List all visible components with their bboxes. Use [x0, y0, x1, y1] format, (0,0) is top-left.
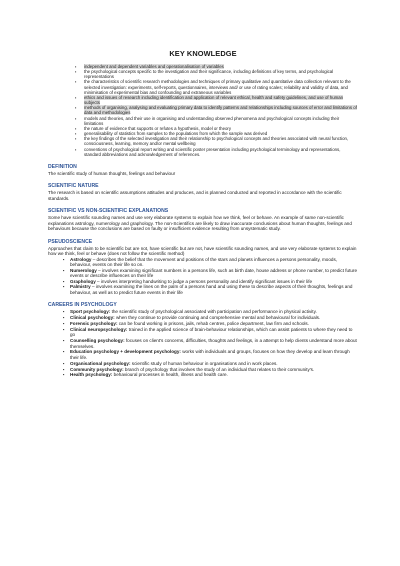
list-item: ▪ Clinical neuropsychology: trained in the applied science of brain-behaviour relationships, which can assist patients to where they need to go	[70, 327, 358, 338]
sci-vs-non-text: Some have scientific sounding names and use very elaborate systems to explain how we think, feel or behave. An example of same non-scientific explanations astrology, numerology and graphology. The non-Scientifics are likely to draw inaccurate conclusions about human thoughts, feelings and behaviours because the conclusions are based on faulty or insufficient evidence resulting from unsystematic study.	[48, 215, 352, 232]
list-item: ▪ Numerology – involves examining significant numbers in a persons life, such as birth date, house address or phone number, to predict future events or describe influences on their life	[70, 268, 358, 279]
list-item: ▪ Forensic psychology: can be found working in prisons, jails, rehab centres, police department, law firm and schools.	[70, 321, 358, 326]
list-item: ▪ methods of organising, analysing and evaluating primary data to identify patterns and relationships including sources of error and limitations of data and methodologies	[84, 105, 358, 115]
list-item: ▪ the psychological concepts specific to the investigation and their significance, including definitions of key terms, and psychological representations	[84, 69, 358, 79]
list-item: ▪ Palmistry – involves examining the lines on the palm of a persons hand and using these to describe aspects of their thoughts, feelings and behaviour, as well as to predict future events in their life	[70, 284, 358, 295]
list-item: ▪ the nature of evidence that supports or refutes a hypothesis, model or theory	[84, 126, 358, 131]
list-item: ▪ the characteristics of scientific research methodologies and techniques of primary qualitative and quantitative data collection relevant to the selected investigation: experiments, self-reports, questionnaires, interviews and/ or use of rating scales; reliability and validity of data, and minimisation of experimental bias and confounding and extraneous variables	[84, 79, 358, 94]
careers-list	[48, 309, 358, 378]
scientific-nature-heading: SCIENTIFIC NATURE	[48, 183, 99, 190]
pseudoscience-heading: PSEUDOSCIENCE	[48, 238, 93, 245]
sci-vs-non-heading: SCIENTIFIC VS NON-SCIENTIFIC EXPLANATIONS	[48, 208, 169, 215]
list-item: ▪ Community psychology: branch of psychology that involves the study of an individual that relates to their community's.	[70, 367, 358, 372]
list-item: ▪ conventions of psychological report writing and scientific poster presentation including psychological terminology and representations, standard abbreviations and acknowledgement of references.	[84, 147, 358, 157]
pseudoscience-list	[48, 257, 358, 296]
definition-text: The scientific study of human thoughts, feelings and behaviour	[48, 170, 176, 176]
list-item: ▪ models and theories, and their use in organising and understanding observed phenomena and psychological concepts including their limitations	[84, 116, 358, 126]
scientific-nature-text: The research is based on scientific assumptions attitudes and produces, and is planned conducted and reported in accordance with the scientific standards.	[48, 190, 342, 201]
list-item: ▪ generalisability of statistics from samples to the populations from which the sample was derived	[84, 131, 358, 136]
list-item: ▪ Counselling psychology: focuses on client's concerns, difficulties, thoughts and feelings, in a attempt to help clients understand more about themselves.	[70, 338, 358, 349]
list-item: ▪ Graphology – involves interpreting handwriting to judge a persons personality and identify significant issues in their life	[70, 279, 358, 285]
careers-heading: CAREERS IN PSYCHOLOGY	[48, 302, 117, 309]
page-title: KEY KNOWLEDGE	[169, 49, 237, 58]
list-item: ▪ ethics and issues of research including identification and application of relevant ethical, health and safety guidelines, and use of human subjects	[84, 95, 358, 105]
list-item: ▪ Astrology – describes the belief that the movement and positions of the stars and planets influences a persons personality, moods, behaviour, events on their life so on.	[70, 257, 358, 268]
list-item: ▪ Sport psychology: the scientific study of psychological associated with participation and performance in physical activity.	[70, 309, 358, 314]
list-item: ▪ Clinical psychology: when they continue to provide continuing and comprehensive mental and behavioural for individuals.	[70, 315, 358, 320]
key-knowledge-list	[48, 64, 358, 157]
pseudoscience-intro: Approaches that claim to be scientific but are not, have scientific but are not, have scientific sounding names, and use very elaborate systems to explain how we think, feel or behave (does not follow the scientific method)	[48, 245, 357, 257]
list-item: ▪ independent and dependent variables and operationalisation of variables	[84, 64, 358, 69]
list-item: ▪ Education psychology + development psychology: works with individuals and groups, focuses on how they develop and learn through their life.	[70, 349, 358, 360]
list-item: ▪ Organisational psychology: scientific study of human behaviour in organisations and in work places.	[70, 361, 358, 366]
list-item: ▪ the key findings of the selected investigation and their relationship to psychological concepts and theories associated with neural function, consciousness, learning, memory and/or mental wellbeing	[84, 136, 358, 146]
list-item: ▪ Health psychology: behavioural processes in health, illness and health care.	[70, 372, 358, 377]
definition-heading: DEFINITION	[48, 163, 77, 170]
